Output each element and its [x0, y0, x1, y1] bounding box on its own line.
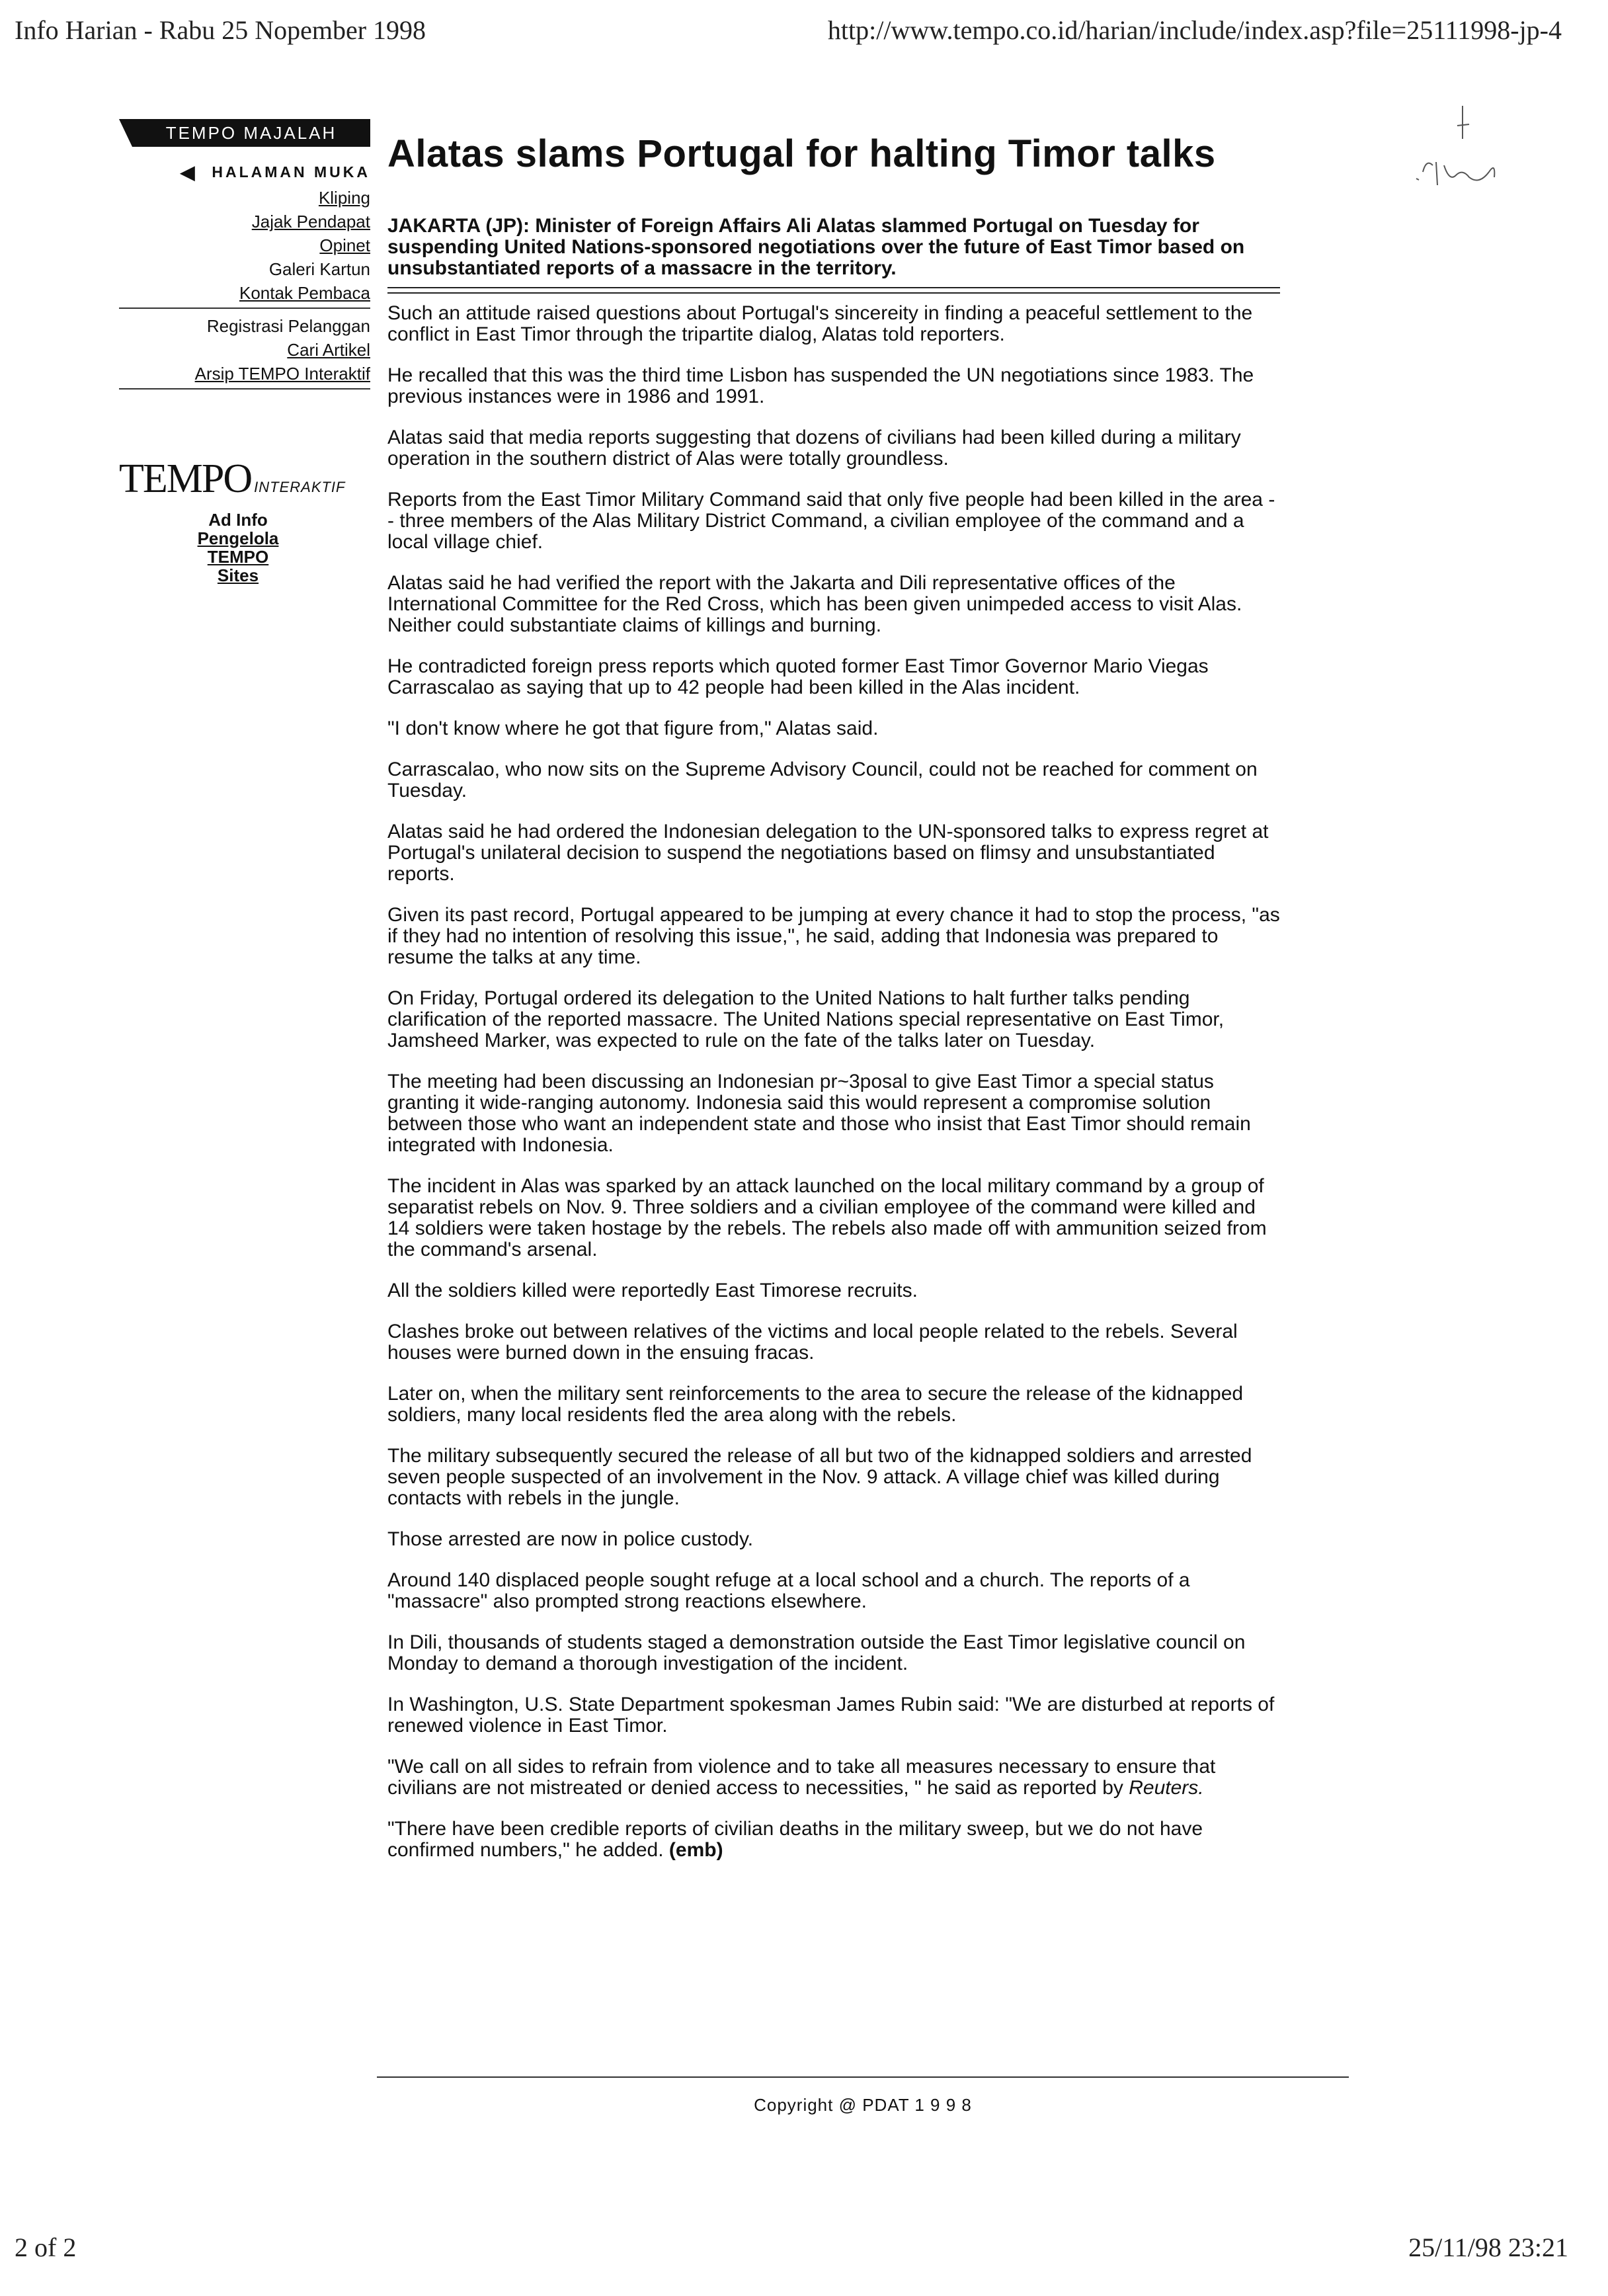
article-paragraph: In Dili, thousands of students staged a demonstration outside the East Timor legislative council on Monday to demand a thorough investigation of the incident. [387, 1631, 1246, 1674]
logo-tempo: TEMPO [119, 456, 252, 501]
article-paragraph: He recalled that this was the third time Lisbon has suspended the UN negotiations since 1983. The previous instances were in 1986 and 1991. [387, 364, 1254, 407]
tempo-interaktif-logo[interactable] [119, 456, 370, 503]
article-paragraph: Those arrested are now in police custody. [387, 1528, 754, 1550]
nav-list-secondary [119, 314, 370, 386]
nav-link-kliping[interactable]: Kliping [318, 188, 370, 208]
print-header-url: http://www.tempo.co.id/harian/include/index.asp?file=25111998-jp-4 [827, 15, 1562, 45]
tempo-majalah-banner[interactable]: TEMPO MAJALAH [132, 119, 370, 147]
article-paragraph: Alatas said he had verified the report with the Jakarta and Dili representative offices of the International Committee for the Red Cross, which has been given unimpeded access to visit Alas. Neither could substantiate claims of killings and burning. [387, 572, 1242, 636]
article-paragraph: Reports from the East Timor Military Command said that only five people had been killed in the area -- three members of the Alas Military District Command, a civilian employee of the command and a local village chief. [387, 489, 1275, 553]
lead-divider [387, 287, 1280, 294]
nav-link-opinet[interactable]: Opinet [319, 235, 370, 255]
logo-interaktif: INTERAKTIF [254, 479, 346, 495]
article-headline: Alatas slams Portugal for halting Timor talks [387, 132, 1216, 175]
article-paragraph: The military subsequently secured the release of all but two of the kidnapped soldiers and arrested seven people suspected of an involvement in the Nov. 9 attack. A village chief was killed during contacts with rebels in the jungle. [387, 1445, 1252, 1509]
article-paragraph-last [387, 1819, 1280, 1861]
nav-home[interactable] [119, 161, 370, 183]
article-paragraph: Later on, when the military sent reinforcements to the area to secure the release of the kidnapped soldiers, many local residents fled the area along with the rebels. [387, 1383, 1244, 1426]
link-tempo-sites[interactable]: TEMPO Sites [207, 547, 269, 585]
last-quote: "There have been credible reports of civilian deaths in the military sweep, but we do not have confirmed numbers," he added. [387, 1818, 1203, 1861]
author-tag: (emb) [668, 1839, 723, 1861]
article-paragraph: "I don't know where he got that figure from," Alatas said. [387, 718, 879, 739]
reuters-quote: "We call on all sides to refrain from violence and to take all measures necessary to ensure that civilians are not mistreated or denied access to necessities, " he said as reported by [387, 1756, 1216, 1799]
article-paragraph: The meeting had been discussing an Indonesian pr~3posal to give East Timor a special status granting it wide-ranging autonomy. Indonesia said this would represent a compromise solution between those who want an independent state and those who insist that East Timor should remain integrated with Indonesia. [387, 1071, 1251, 1156]
nav-home-label: HALAMAN MUKA [212, 163, 370, 181]
print-header-title: Info Harian - Rabu 25 Nopember 1998 [15, 15, 426, 45]
article-paragraph: Around 140 displaced people sought refuge at a local school and a church. The reports of a "massacre" also prompted strong reactions elsewhere. [387, 1569, 1190, 1612]
article [387, 131, 1280, 1861]
article-paragraph: The incident in Alas was sparked by an attack launched on the local military command by a group of separatist rebels on Nov. 9. Three soldiers and a civilian employee of the command were killed and 14 soldiers were taken hostage by the rebels. The rebels also made off with ammunition seized from the command's arsenal. [387, 1175, 1267, 1260]
nav-link-arsip[interactable]: Arsip TEMPO Interaktif [194, 364, 370, 384]
print-timestamp: 25/11/98 23:21 [1408, 2233, 1568, 2262]
nav-link-kontak-pembaca[interactable]: Kontak Pembaca [239, 283, 370, 303]
article-lead: JAKARTA (JP): Minister of Foreign Affairs Ali Alatas slammed Portugal on Tuesday for suspending United Nations-sponsored negotiations over the future of East Timor based on unsubstantiated reports of a massacre in the territory. [387, 215, 1245, 279]
sidebar-divider [119, 388, 370, 390]
sidebar-nav [119, 119, 370, 585]
article-paragraph: Such an attitude raised questions about Portugal's sincereity in finding a peaceful settlement to the conflict in East Timor through the tripartite dialog, Alatas told reporters. [387, 302, 1253, 345]
article-paragraph: He contradicted foreign press reports which quoted former East Timor Governor Mario Viegas Carrascalao as saying that up to 42 people had been killed in the Alas incident. [387, 655, 1209, 698]
article-paragraph-reuters [387, 1756, 1280, 1799]
page-count: 2 of 2 [15, 2233, 77, 2262]
print-header [15, 15, 1562, 54]
article-paragraph: On Friday, Portugal ordered its delegation to the United Nations to halt further talks pending clarification of the reported massacre. The United Nations special representative on East Timor, Jamsheed Marker, was expected to rule on the fate of the talks later on Tuesday. [387, 987, 1225, 1051]
handwritten-mark [1396, 99, 1529, 218]
article-body [387, 303, 1280, 1861]
article-paragraph: Given its past record, Portugal appeared to be jumping at every chance it had to stop the process, "as if they had no intention of resolving this issue,", he said, adding that Indonesia was prepared to resume the talks at any time. [387, 904, 1280, 968]
nav-list [119, 186, 370, 305]
article-paragraph: In Washington, U.S. State Department spokesman James Rubin said: "We are disturbed at reports of renewed violence in East Timor. [387, 1694, 1275, 1737]
reuters-source: Reuters. [1129, 1777, 1204, 1799]
ad-info-label: Ad Info [208, 510, 268, 530]
nav-link-galeri-kartun[interactable]: Galeri Kartun [268, 259, 370, 279]
print-footer [15, 2223, 1568, 2263]
nav-link-jajak-pendapat[interactable]: Jajak Pendapat [251, 212, 370, 231]
article-paragraph: Carrascalao, who now sits on the Supreme Advisory Council, could not be reached for comment on Tuesday. [387, 758, 1258, 801]
article-paragraph: Alatas said he had ordered the Indonesian delegation to the UN-sponsored talks to express regret at Portugal's unilateral decision to suspend the negotiations based on flimsy and unsubstantiated reports. [387, 821, 1269, 885]
back-arrow-icon: ◀ [180, 162, 198, 183]
article-paragraph: All the soldiers killed were reportedly East Timorese recruits. [387, 1280, 918, 1301]
nav-link-cari-artikel[interactable]: Cari Artikel [287, 340, 370, 360]
article-paragraph: Clashes broke out between relatives of the victims and local people related to the rebels. Several houses were burned down in the ensuing fracas. [387, 1321, 1238, 1364]
article-paragraph: Alatas said that media reports suggesting that dozens of civilians had been killed during a military operation in the southern district of Alas were totally groundless. [387, 427, 1241, 470]
nav-link-registrasi[interactable]: Registrasi Pelanggan [206, 316, 370, 336]
link-pengelola[interactable]: Pengelola [197, 528, 279, 548]
footer-divider [377, 2076, 1349, 2078]
sidebar-divider [119, 308, 370, 309]
ad-links [185, 511, 291, 585]
copyright-notice: Copyright @ PDAT 1 9 9 8 [754, 2095, 972, 2115]
